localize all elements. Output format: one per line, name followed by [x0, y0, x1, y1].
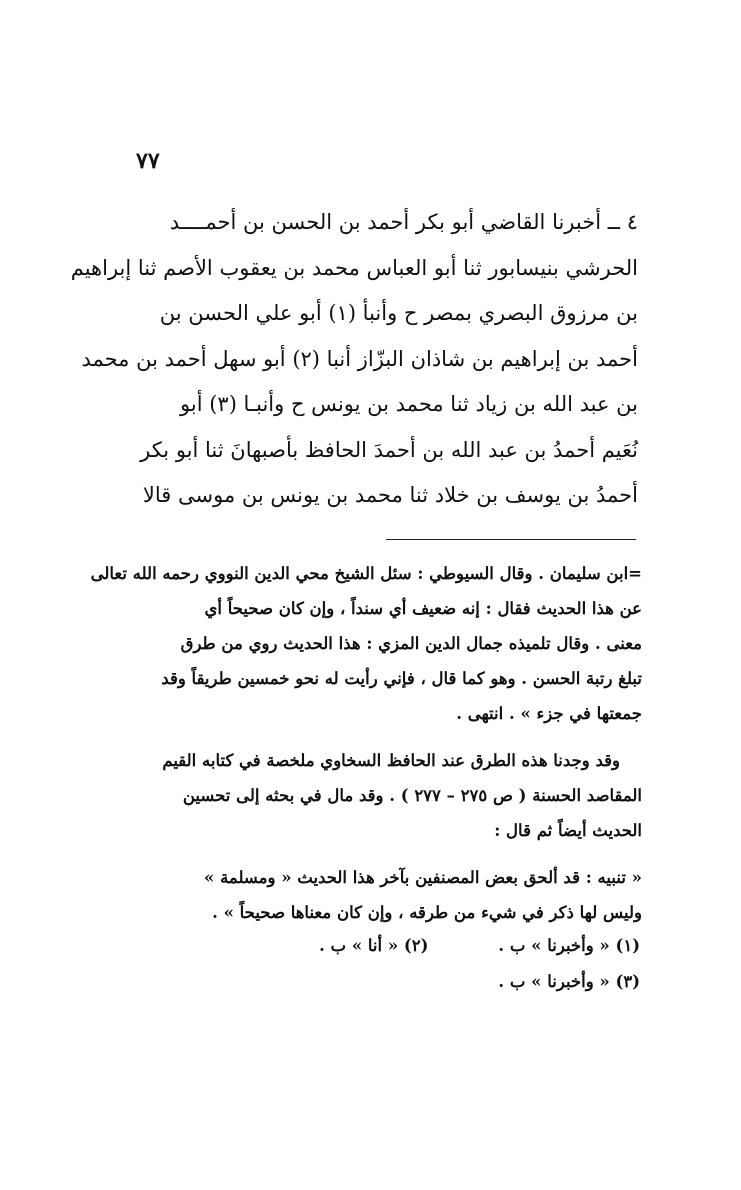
commentary-line: تبلغ رتبة الحسن . وهو كما قال ، فإني رأيت له نحو خمسين طريقاً وقد	[161, 669, 642, 688]
main-text-line: أحمدُ بن يوسف بن خلاد ثنا محمد بن يونس بن موسى قالا	[142, 483, 638, 507]
commentary-paragraph	[112, 860, 642, 930]
footnote-2	[319, 928, 428, 964]
commentary-line: =ابن سليمان . وقال السيوطي : سئل الشيخ محي الدين النووي رحمه الله تعالى	[90, 564, 642, 583]
page-number: ٧٧	[136, 148, 160, 174]
footnote-number: (٢)	[403, 936, 429, 955]
commentary-paragraph	[112, 743, 642, 848]
commentary-line: وقد وجدنا هذه الطرق عند الحافظ السخاوي ملخصة في كتابه القيم	[162, 751, 620, 770]
footnote-3	[498, 964, 640, 1000]
main-text-line: بن مرزوق البصري بمصر ح وأنبأ (١) أبو علي الحسن بن	[159, 301, 638, 325]
commentary-line: وليس لها ذكر في شيء من طرقه ، وإن كان معناها صحيحاً » .	[212, 903, 642, 922]
footnote-1	[498, 928, 640, 964]
commentary-line: المقاصد الحسنة ( ص ٢٧٥ – ٢٧٧ ) . وقد مال في بحثه إلى تحسين	[182, 786, 642, 805]
footnote-number: (٣)	[615, 972, 640, 991]
commentary-line: « تنبيه : قد ألحق بعض المصنفين بآخر هذا الحديث « ومسلمة »	[204, 868, 642, 887]
commentary-line: معنى . وقال تلميذه جمال الدين المزي : هذا الحديث روي من طرق	[180, 634, 642, 653]
footnote-text: « وأخبرنا » ب .	[498, 936, 610, 955]
main-text-line: ٤ ــ أخبرنا القاضي أبو بكر أحمد بن الحسن بن أحمــــد	[169, 210, 638, 234]
footnote-text: « أنا » ب .	[319, 936, 399, 955]
main-text-line: نُعَيم أحمدُ بن عبد الله بن أحمدَ الحافظ بأصبهانَ ثنا أبو بكر	[140, 437, 638, 462]
commentary-line: جمعتها في جزء » . انتهى .	[456, 704, 642, 723]
main-text-line: أحمد بن إبراهيم بن شاذان البزّاز أنبا (٢) أبو سهل أحمد بن محمد	[81, 346, 638, 371]
commentary-notes	[90, 556, 642, 930]
main-text-line: بن عبد الله بن زياد ثنا محمد بن يونس ح وأنبـا (٣) أبو	[180, 392, 638, 416]
commentary-line: الحديث أيضاً ثم قال :	[494, 821, 642, 840]
footnote-number: (١)	[615, 936, 640, 955]
hadith-text	[70, 200, 638, 519]
commentary-line: عن هذا الحديث فقال : إنه ضعيف أي سنداً ، وإن كان صحيحاً أي	[204, 599, 642, 618]
footnote-divider	[386, 539, 636, 540]
footnote-text: « وأخبرنا » ب .	[498, 972, 610, 991]
main-text-line: الحرشي بنيسابور ثنا أبو العباس محمد بن يعقوب الأصم ثنا إبراهيم	[70, 255, 638, 280]
footnotes	[200, 928, 640, 1000]
commentary-paragraph	[90, 556, 642, 731]
